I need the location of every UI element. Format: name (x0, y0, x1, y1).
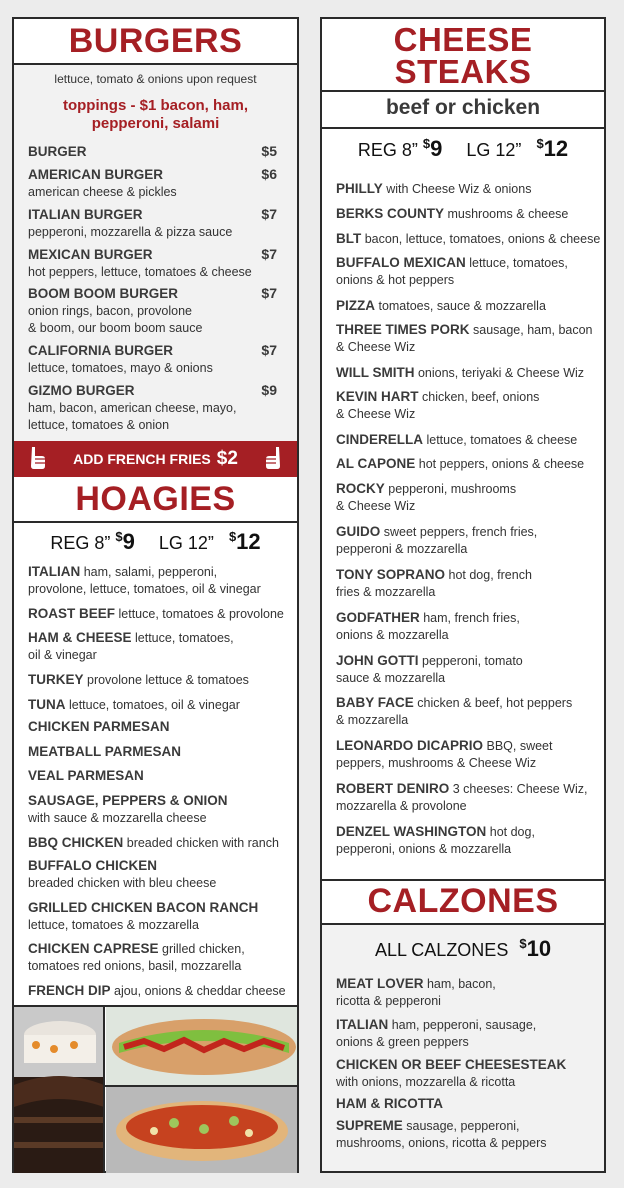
fries-label: ADD FRENCH FRIES (73, 451, 211, 467)
hoagie-item (28, 671, 249, 689)
cheesesteak-item-name: BUFFALO MEXICAN (336, 255, 466, 270)
cheesesteak-item-name: GODFATHER (336, 610, 420, 625)
cheesesteak-item-desc: & mozzarella (336, 713, 409, 727)
hoagie-item-name: BBQ CHICKEN (28, 835, 124, 850)
burger-item-price: $6 (261, 166, 277, 182)
burger-item-price: $9 (261, 382, 277, 398)
cheesesteak-item (336, 230, 600, 248)
cheesesteak-item (336, 321, 593, 356)
burger-item-name: CALIFORNIA BURGER (28, 343, 173, 358)
cheesesteak-item-name: DENZEL WASHINGTON (336, 824, 487, 839)
hoagie-item (28, 767, 144, 785)
burgers-note: lettuce, tomato & onions upon request (54, 72, 257, 86)
hoagie-item (28, 834, 279, 852)
hoagie-item (28, 743, 181, 761)
cheesesteak-item-name: TONY SOPRANO (336, 567, 446, 582)
cheesesteak-item (336, 364, 584, 382)
burger-item-desc: onion rings, bacon, provolone (28, 304, 193, 318)
cheesesteak-item-desc: chicken & beef, hot peppers (413, 696, 573, 710)
cheesesteak-item-desc: bacon, lettuce, tomatoes, onions & cheese (361, 232, 601, 246)
cheesesteak-item (336, 205, 568, 223)
hoagie-item-name: HAM & CHEESE (28, 630, 132, 645)
burger-item-name: BURGER (28, 144, 87, 159)
hoagie-item-desc: with sauce & mozzarella cheese (28, 811, 207, 825)
hoagie-item-desc: provolone, lettuce, tomatoes, oil & vinegar (28, 582, 261, 596)
hoagie-item-name: ROAST BEEF (28, 606, 116, 621)
hoagie-item-name: SAUSAGE, PEPPERS & ONION (28, 793, 228, 808)
cheesesteak-item-name: BABY FACE (336, 695, 414, 710)
burgers-toppings: toppings - $1 bacon, ham, pepperoni, salami (62, 97, 249, 132)
cheesesteak-item-name: WILL SMITH (336, 365, 415, 380)
cheesesteak-item-name: ROCKY (336, 481, 385, 496)
cheesesteak-item (336, 609, 520, 644)
hoagie-item (28, 982, 286, 1000)
cheesesteaks-subtitle: beef or chicken (385, 96, 541, 119)
hoagie-item-desc: lettuce, tomatoes, (131, 631, 234, 645)
cheesesteak-item (336, 388, 539, 423)
hoagie-item-desc: grilled chicken, (158, 942, 245, 956)
burgers-title: BURGERS (68, 22, 243, 60)
cheesesteak-item-desc: pepperoni, tomato (418, 654, 523, 668)
hoagie-item-desc: ajou, onions & cheddar cheese (110, 984, 286, 998)
cheesesteak-item-desc: onions, teriyaki & Cheese Wiz (414, 366, 585, 380)
cheesesteak-item-desc: & Cheese Wiz (336, 407, 416, 421)
cheesesteak-item-name: BERKS COUNTY (336, 206, 445, 221)
cheesesteak-item-desc: ham, french fries, (419, 611, 520, 625)
burger-item-desc: & boom, our boom boom sauce (28, 321, 203, 335)
burger-item-price: $7 (261, 285, 277, 301)
calzone-item-desc: sausage, pepperoni, (402, 1119, 520, 1133)
cheesesteak-item-desc: fries & mozzarella (336, 585, 436, 599)
calzones-title: CALZONES (367, 882, 559, 920)
left-menu-panel (12, 17, 299, 1173)
cheesesteak-item-name: JOHN GOTTI (336, 653, 419, 668)
hoagie-item-name: GRILLED CHICKEN BACON RANCH (28, 900, 259, 915)
right-menu-panel (320, 17, 606, 1173)
hoagie-item-desc: lettuce, tomatoes & provolone (115, 607, 284, 621)
cheesesteak-item-desc: lettuce, tomatoes & cheese (423, 433, 578, 447)
hoagie-item-name: CHICKEN PARMESAN (28, 719, 170, 734)
pointing-hand-icon (263, 445, 285, 471)
cheesesteak-item (336, 566, 532, 601)
cheesesteaks-title: CHEESE STEAKS (393, 21, 533, 90)
add-fries-bar[interactable] (14, 441, 297, 477)
hoagie-item (28, 857, 216, 892)
cheesesteak-item-desc: onions & hot peppers (336, 273, 455, 287)
cheesesteak-item-desc: hot peppers, onions & cheese (415, 457, 585, 471)
calzone-item-name: MEAT LOVER (336, 976, 424, 991)
hoagie-item-desc: tomatoes red onions, basil, mozzarella (28, 959, 242, 973)
cheesesteak-item-name: CINDERELLA (336, 432, 423, 447)
cheesesteak-item (336, 455, 584, 473)
cheesesteak-item-name: GUIDO (336, 524, 381, 539)
cheesesteak-item-desc: sauce & mozzarella (336, 671, 446, 685)
hoagie-item-desc: ham, salami, pepperoni, (80, 565, 218, 579)
cheesesteak-item-desc: 3 cheeses: Cheese Wiz, (449, 782, 588, 796)
hoagie-item (28, 605, 284, 623)
cheesesteak-item-name: AL CAPONE (336, 456, 416, 471)
cheesesteak-item-name: KEVIN HART (336, 389, 419, 404)
hoagie-item (28, 940, 245, 975)
hoagie-item-name: MEATBALL PARMESAN (28, 744, 181, 759)
calzone-item-desc: onions & green peppers (336, 1035, 469, 1049)
calzone-item-name: ITALIAN (336, 1017, 389, 1032)
burger-item-desc: american cheese & pickles (28, 185, 177, 199)
hoagie-item (28, 696, 240, 714)
cheesesteak-item-desc: sweet peppers, french fries, (380, 525, 538, 539)
cheesesteak-item-desc: with Cheese Wiz & onions (382, 182, 532, 196)
hoagie-item-name: ITALIAN (28, 564, 81, 579)
cheesesteak-item (336, 523, 537, 558)
calzone-item-name: CHICKEN OR BEEF CHEESESTEAK (336, 1057, 567, 1072)
cheesesteak-item-name: BLT (336, 231, 362, 246)
cheesesteak-item-desc: lettuce, tomatoes, (465, 256, 568, 270)
hoagie-item-name: TUNA (28, 697, 66, 712)
cheesesteak-item-name: PHILLY (336, 181, 383, 196)
hoagie-item (28, 899, 258, 934)
cheesesteak-item-desc: onions & mozzarella (336, 628, 449, 642)
cheesesteak-item-desc: pepperoni, mushrooms (384, 482, 517, 496)
calzone-item-desc: ham, pepperoni, sausage, (388, 1018, 537, 1032)
hoagie-item (28, 629, 234, 664)
burger-item (28, 206, 232, 241)
calzone-item-name: SUPREME (336, 1118, 403, 1133)
cheesesteak-item-desc: hot dog, french (445, 568, 532, 582)
hoagies-sizes: REG 8” $9 LG 12” $12 (50, 529, 261, 554)
hoagie-item-name: FRENCH DIP (28, 983, 111, 998)
burger-item-name: MEXICAN BURGER (28, 247, 153, 262)
hoagie-item (28, 792, 228, 827)
burger-item-desc: pepperoni, mozzarella & pizza sauce (28, 225, 233, 239)
burger-item (28, 246, 252, 281)
hoagie-item-name: CHICKEN CAPRESE (28, 941, 159, 956)
hoagie-item-desc: lettuce, tomatoes, oil & vinegar (65, 698, 240, 712)
burger-item (28, 166, 177, 201)
burger-item-desc: lettuce, tomatoes, mayo & onions (28, 361, 213, 375)
hoagie-item-desc: breaded chicken with bleu cheese (28, 876, 217, 890)
calzone-item-name: HAM & RICOTTA (336, 1096, 443, 1111)
cheesesteak-item (336, 823, 535, 858)
cheesesteak-item (336, 694, 572, 729)
hoagie-item (28, 718, 170, 736)
cheesesteak-item (336, 737, 553, 772)
hoagie-item-name: BUFFALO CHICKEN (28, 858, 157, 873)
cheesesteak-item (336, 780, 588, 815)
cheesesteak-item (336, 180, 531, 198)
hoagie-item-name: VEAL PARMESAN (28, 768, 144, 783)
pointing-hand-icon (26, 445, 48, 471)
calzone-item (336, 975, 496, 1010)
cheesesteak-item-desc: peppers, mushrooms & Cheese Wiz (336, 756, 537, 770)
burger-item-desc: lettuce, tomatoes & onion (28, 418, 170, 432)
cheesesteak-item (336, 254, 568, 289)
cheesesteak-item-name: PIZZA (336, 298, 375, 313)
burger-item (28, 285, 202, 337)
cheesesteak-item-desc: pepperoni, onions & mozzarella (336, 842, 512, 856)
cheesesteak-item-desc: mushrooms & cheese (444, 207, 569, 221)
cheesesteak-item-desc: sausage, ham, bacon (469, 323, 593, 337)
burger-item (28, 143, 87, 161)
hoagie-item-name: TURKEY (28, 672, 84, 687)
burger-item-price: $7 (261, 206, 277, 222)
burger-item-desc: hot peppers, lettuce, tomatoes & cheese (28, 265, 252, 279)
cheesesteak-item (336, 652, 523, 687)
cheesesteak-item-name: ROBERT DENIRO (336, 781, 450, 796)
cheesesteak-item-desc: chicken, beef, onions (418, 390, 540, 404)
hoagie-item-desc: breaded chicken with ranch (123, 836, 279, 850)
hoagie-item-desc: oil & vinegar (28, 648, 97, 662)
burger-item-price: $5 (261, 143, 277, 159)
cheesesteak-item-desc: BBQ, sweet (483, 739, 553, 753)
calzone-item (336, 1117, 547, 1152)
burger-item-price: $7 (261, 342, 277, 358)
cheesesteaks-sizes: REG 8” $9 LG 12” $12 (357, 136, 569, 161)
calzone-item (336, 1095, 443, 1113)
cheesesteak-item-desc: tomatoes, sauce & mozzarella (375, 299, 546, 313)
burger-item-name: BOOM BOOM BURGER (28, 286, 178, 301)
fries-price: $2 (216, 448, 238, 469)
hoagie-item-desc: provolone lettuce & tomatoes (83, 673, 249, 687)
calzone-item (336, 1056, 566, 1091)
cheesesteak-item-desc: & Cheese Wiz (336, 499, 416, 513)
hoagie-item-desc: lettuce, tomatoes & mozzarella (28, 918, 199, 932)
burger-item-desc: ham, bacon, american cheese, mayo, (28, 401, 237, 415)
burger-item-name: AMERICAN BURGER (28, 167, 163, 182)
cheesesteak-item-desc: mozzarella & provolone (336, 799, 467, 813)
burger-item (28, 342, 213, 377)
calzone-item-desc: with onions, mozzarella & ricotta (336, 1075, 516, 1089)
burger-item-name: ITALIAN BURGER (28, 207, 143, 222)
cheesesteak-item-name: THREE TIMES PORK (336, 322, 470, 337)
cheesesteak-item-desc: hot dog, (486, 825, 535, 839)
calzone-item-desc: ricotta & pepperoni (336, 994, 441, 1008)
calzone-item-desc: ham, bacon, (423, 977, 496, 991)
cheesesteak-item-desc: & Cheese Wiz (336, 340, 416, 354)
cheesesteak-item (336, 480, 516, 515)
cheesesteak-item (336, 431, 577, 449)
burger-item (28, 382, 236, 434)
burger-item-price: $7 (261, 246, 277, 262)
cheesesteak-item (336, 297, 546, 315)
food-photos (14, 1007, 297, 1173)
calzones-price: ALL CALZONES $10 (374, 936, 552, 961)
cheesesteak-item-name: LEONARDO DICAPRIO (336, 738, 484, 753)
calzone-item-desc: mushrooms, onions, ricotta & peppers (336, 1136, 547, 1150)
hoagie-item (28, 563, 261, 598)
cheesesteak-item-desc: pepperoni & mozzarella (336, 542, 468, 556)
burger-item-name: GIZMO BURGER (28, 383, 135, 398)
calzone-item (336, 1016, 536, 1051)
hoagies-title: HOAGIES (75, 480, 236, 518)
